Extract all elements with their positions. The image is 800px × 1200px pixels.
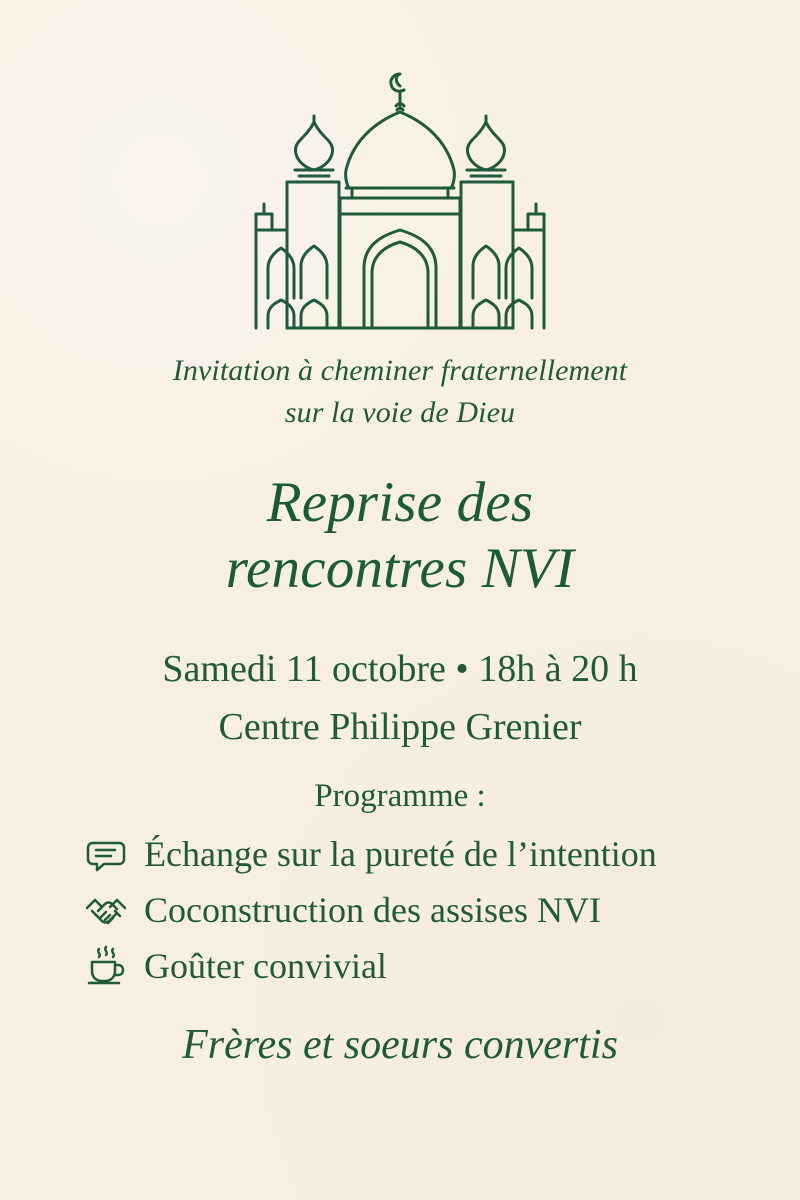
programme-item-label: Échange sur la pureté de l’intention xyxy=(144,834,657,874)
programme-item xyxy=(84,938,724,994)
programme-item-label: Coconstruction des assises NVI xyxy=(144,890,601,930)
title-line-1: Reprise des xyxy=(266,471,534,534)
programme-item xyxy=(84,826,724,882)
event-details xyxy=(0,640,800,756)
programme-list xyxy=(84,826,724,994)
programme-item-label: Goûter convivial xyxy=(144,946,387,986)
event-datetime: Samedi 11 octobre • 18h à 20 h xyxy=(162,648,638,690)
invitation-line-2: sur la voie de Dieu xyxy=(284,396,516,429)
mosque-icon xyxy=(248,72,552,334)
programme-heading: Programme : xyxy=(314,778,486,814)
coffee-cup-icon xyxy=(84,944,128,988)
title-line-2: rencontres NVI xyxy=(225,537,575,600)
event-title xyxy=(0,470,800,602)
speech-bubble-icon xyxy=(84,832,128,876)
invitation-line-1: Invitation à cheminer fraternellement xyxy=(172,354,628,387)
closing-message: Frères et soeurs convertis xyxy=(182,1022,618,1068)
event-location: Centre Philippe Grenier xyxy=(218,706,582,748)
handshake-icon xyxy=(84,888,128,932)
invitation-subtitle xyxy=(0,350,800,434)
programme-item xyxy=(84,882,724,938)
